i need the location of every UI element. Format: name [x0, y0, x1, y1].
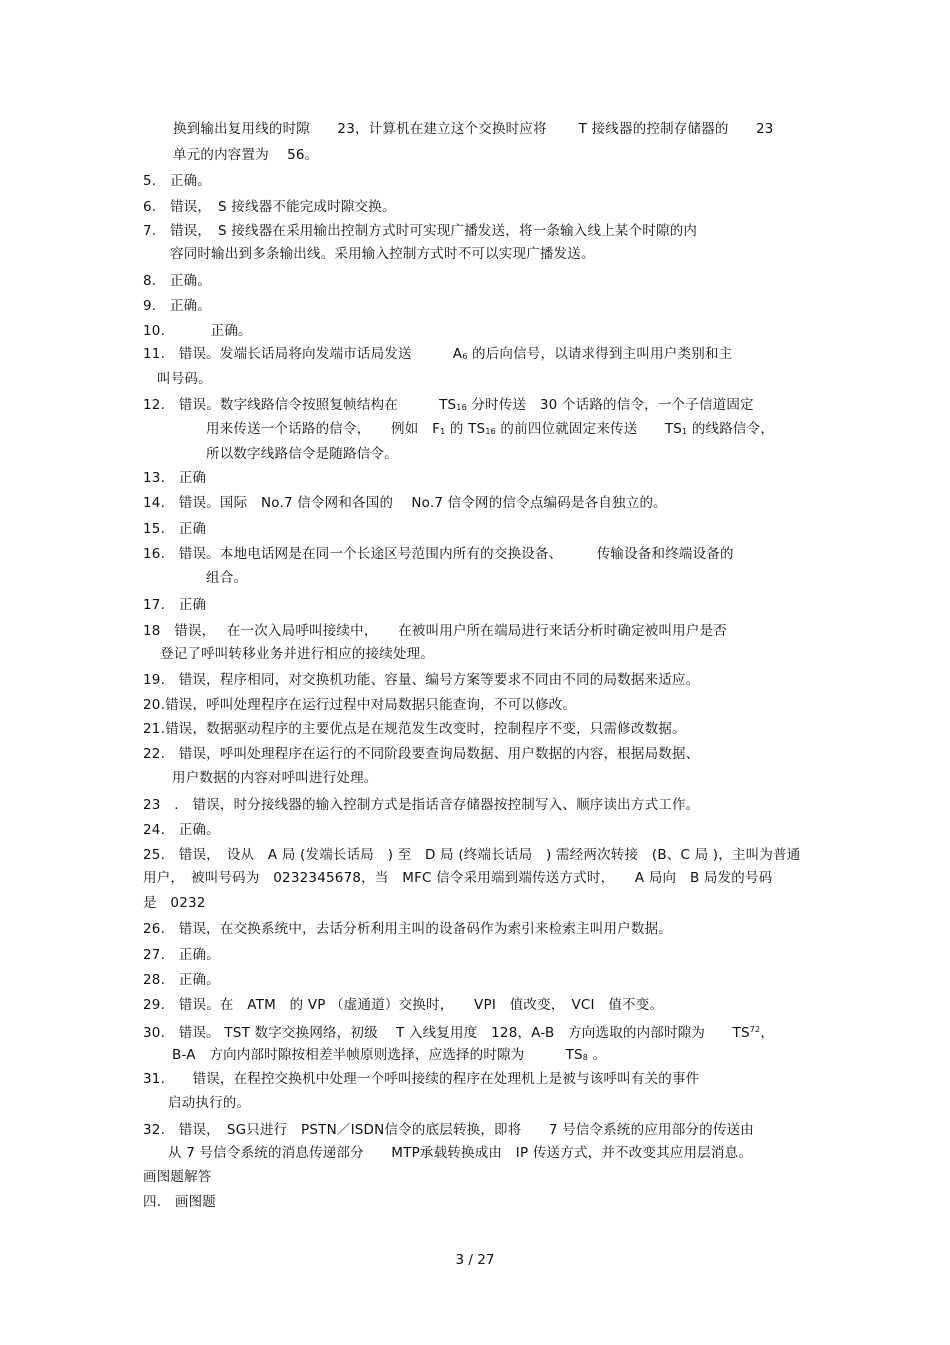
text-line: 组合。	[206, 570, 248, 586]
text-line: 换到输出复用线的时隙 23，计算机在建立这个交换时应将 T 接线器的控制存储器的 23	[173, 121, 774, 137]
text-line: 容同时输出到多条输出线。采用输入控制方式时不可以实现广播发送。	[170, 246, 595, 262]
subscript: 8	[582, 1053, 589, 1062]
text-line: 20.错误，呼叫处理程序在运行过程中对局数据只能查询，不可以修改。	[143, 697, 577, 713]
text-line: 单元的内容置为 56。	[173, 147, 319, 163]
text-line	[172, 1046, 606, 1067]
page-number: 3 / 27	[455, 1252, 495, 1268]
text-line: 所以数字线路信令是随路信令。	[206, 446, 398, 462]
text-run: 的后向信号，以请求得到主叫用户类别和主	[467, 346, 733, 362]
text-run: ，	[760, 1025, 775, 1041]
text-line: 6. 错误， S 接线器不能完成时隙交换。	[143, 199, 396, 215]
text-line	[143, 396, 754, 417]
text-line: 21.错误，数据驱动程序的主要优点是在规范发生改变时，控制程序不变，只需修改数据。	[143, 721, 686, 737]
text-line: 启动执行的。	[168, 1095, 251, 1111]
text-line: 13. 正确	[143, 470, 207, 486]
text-line: 29. 错误。在 ATM 的 VP （虚通道）交换时， VPI 值改变， VCI 值不变。	[143, 997, 664, 1013]
text-line: 四. 画图题	[143, 1194, 216, 1210]
text-line: 16. 错误。本地电话网是在同一个长途区号范围内所有的交换设备、 传输设备和终端设备的	[143, 546, 734, 562]
text-run: 12. 错误。数字线路信令按照复帧结构在 TS	[143, 397, 457, 413]
subscript: 1	[682, 427, 688, 436]
text-run: 用来传送一个话路的信令， 例如 F	[206, 421, 441, 437]
text-line: 28. 正确。	[143, 972, 220, 988]
text-line: 用户数据的内容对呼叫进行处理。	[172, 770, 378, 786]
subscript: 6	[462, 352, 468, 361]
text-run: 11. 错误。发端长话局将向发端市话局发送 A	[143, 346, 463, 362]
subscript: 16	[485, 427, 496, 436]
text-line: 31. 错误，在程控交换机中处理一个呼叫接续的程序在处理机上是被与该呼叫有关的事件	[143, 1071, 700, 1087]
text-line: 用户， 被叫号码为 0232345678，当 MFC 信令采用端到端传送方式时， A 局向 B 局发的号码	[143, 870, 773, 886]
text-run: B-A 方向内部时隙按相差半帧原则选择，应选择的时隙为 TS	[172, 1047, 583, 1063]
text-line: 5. 正确。	[143, 173, 212, 189]
text-line: 9. 正确。	[143, 298, 212, 314]
subscript: 1	[440, 427, 446, 436]
text-line: 是 0232	[143, 895, 206, 911]
text-line: 27. 正确。	[143, 947, 220, 963]
text-line: 24. 正确。	[143, 822, 220, 838]
text-line: 画图题解答	[143, 1169, 212, 1185]
text-line: 登记了呼叫转移业务并进行相应的接续处理。	[160, 646, 434, 662]
text-run: 的线路信令，	[687, 421, 775, 437]
text-line	[206, 420, 774, 441]
text-line: 32. 错误， SG只进行 PSTN／ISDN信令的底层转换，即将 7 号信令系统的应用部分的传送由	[143, 1122, 754, 1138]
superscript: 72	[749, 1025, 761, 1034]
subscript: 16	[456, 403, 467, 412]
text-line: 7. 错误， S 接线器在采用输出控制方式时可实现广播发送，将一条输入线上某个时隙的内	[143, 223, 698, 239]
text-run: 的 TS	[445, 421, 486, 437]
text-line: 10. 正确。	[143, 323, 252, 339]
text-line: 15. 正确	[143, 521, 207, 537]
text-line: 从 7 号信令系统的消息传递部分 MTP承载转换成由 IP 传送方式，并不改变其应用层消息。	[168, 1145, 753, 1161]
text-line: 26. 错误，在交换系统中，去话分析利用主叫的设备码作为索引来检索主叫用户数据。	[143, 921, 672, 937]
text-run: 分时传送 30 个话路的信令，一个子信道固定	[466, 397, 754, 413]
text-line: 23 . 错误，时分接线器的输入控制方式是指话音存储器按控制写入、顺序读出方式工作。	[143, 797, 700, 813]
text-line: 22. 错误，呼叫处理程序在运行的不同阶段要查询局数据、用户数据的内容，根据局数据、	[143, 746, 700, 762]
text-run: 30. 错误。 TST 数字交换网络，初级 T 入线复用度 128，A-B 方向选取的内部时隙为 TS	[143, 1025, 750, 1041]
text-line	[143, 345, 732, 366]
text-line	[143, 1021, 774, 1042]
text-line: 19. 错误，程序相同，对交换机功能、容量、编号方案等要求不同由不同的局数据来适应。	[143, 672, 700, 688]
text-line: 14. 错误。国际 No.7 信令网和各国的 No.7 信令网的信令点编码是各自独立的。	[143, 495, 667, 511]
text-run: 的前四位就固定来传送 TS	[495, 421, 683, 437]
text-run: 。	[588, 1047, 607, 1063]
text-line: 叫号码。	[157, 371, 212, 387]
text-line: 17. 正确	[143, 597, 207, 613]
text-line: 8. 正确。	[143, 273, 212, 289]
text-line: 18 错误， 在一次入局呼叫接续中， 在被叫用户所在端局进行来话分析时确定被叫用户是否	[143, 623, 727, 639]
text-line: 25. 错误， 设从 A 局 (发端长话局 ) 至 D 局 (终端长话局 ) 需经两次转接 (B、C 局 )，主叫为普通	[143, 847, 801, 863]
